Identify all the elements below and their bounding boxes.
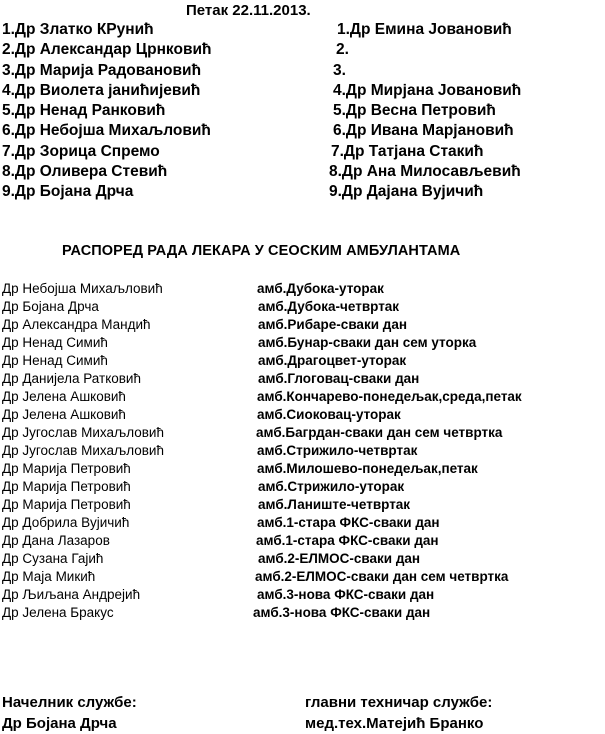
schedule-doctor: Др Југослав Михаљловић <box>2 443 164 458</box>
doctor-right-4: 4.Др Мирјана Јовановић <box>333 82 522 99</box>
doctor-left-6: 6.Др Небојша Михаљловић <box>2 122 211 139</box>
schedule-doctor: Др Маја Микић <box>2 569 96 584</box>
schedule-doctor: Др Дана Лазаров <box>2 533 110 548</box>
schedule-ambulance: амб.Кончарево-понедељак,среда,петак <box>257 389 522 404</box>
schedule-doctor: Др Александра Мандић <box>2 317 151 332</box>
schedule-doctor: Др Јелена Ашковић <box>2 389 126 404</box>
schedule-doctor: Др Добрила Вујичић <box>2 515 130 530</box>
schedule-ambulance: амб.Ланиште-четвртак <box>258 497 411 512</box>
schedule-doctor: Др Југослав Михаљловић <box>2 425 164 440</box>
schedule-doctor: Др Бојана Дрча <box>2 299 99 314</box>
schedule-ambulance: амб.3-нова ФКС-сваки дан <box>253 605 431 620</box>
schedule-ambulance: амб.3-нова ФКС-сваки дан <box>257 587 435 602</box>
schedule-ambulance: амб.Рибаре-сваки дан <box>258 317 407 332</box>
schedule-doctor: Др Ненад Симић <box>2 335 108 350</box>
schedule-ambulance: амб.1-стара ФКС-сваки дан <box>257 515 440 530</box>
schedule-ambulance: амб.2-ЕЛМОС-сваки дан <box>258 551 421 566</box>
schedule-ambulance: амб.Багрдан-сваки дан сем четвртка <box>256 425 503 440</box>
doctor-right-9: 9.Др Дајана Вујичић <box>329 183 484 200</box>
schedule-doctor: Др Јелена Бракус <box>2 605 114 620</box>
schedule-ambulance: амб.1-стара ФКС-сваки дан <box>256 533 439 548</box>
schedule-ambulance: амб.2-ЕЛМОС-сваки дан сем четвртка <box>255 569 509 584</box>
footer-left-role: Начелник службе: <box>2 694 137 711</box>
schedule-ambulance: амб.Глоговац-сваки дан <box>258 371 420 386</box>
doctor-right-6: 6.Др Ивана Марјановић <box>333 122 514 139</box>
doctor-left-3: 3.Др Марија Радовановић <box>2 62 202 79</box>
footer-right-role: главни техничар службе: <box>305 694 493 711</box>
schedule-ambulance: амб.Стрижило-четвртак <box>257 443 418 458</box>
doctor-left-8: 8.Др Оливера Стевић <box>2 163 168 180</box>
doctor-right-8: 8.Др Ана Милосављевић <box>329 163 521 180</box>
schedule-ambulance: амб.Сиоковац-уторак <box>257 407 401 422</box>
doctor-left-1: 1.Др Златко КРунић <box>2 21 154 38</box>
schedule-doctor: Др Ненад Симић <box>2 353 108 368</box>
doctor-left-5: 5.Др Ненад Ранковић <box>2 102 166 119</box>
schedule-ambulance: амб.Милошево-понедељак,петак <box>257 461 478 476</box>
doctor-right-1: 1.Др Емина Јовановић <box>337 21 512 38</box>
doctor-left-2: 2.Др Александар Црнковић <box>2 41 212 58</box>
schedule-ambulance: амб.Дубока-четвртак <box>258 299 400 314</box>
schedule-title: РАСПОРЕД РАДА ЛЕКАРА У СЕОСКИМ АМБУЛАНТАМА <box>62 243 461 259</box>
date-header: Петак 22.11.2013. <box>186 2 311 19</box>
schedule-doctor: Др Данијела Ратковић <box>2 371 141 386</box>
schedule-doctor: Др Сузана Гајић <box>2 551 104 566</box>
doctor-right-7: 7.Др Татјана Стакић <box>331 143 484 160</box>
doctor-left-7: 7.Др Зорица Спремо <box>2 143 160 160</box>
schedule-doctor: Др Небојша Михаљловић <box>2 281 163 296</box>
doctor-right-2: 2. <box>336 41 349 58</box>
schedule-ambulance: амб.Стрижило-уторак <box>258 479 405 494</box>
footer-left-name: Др Бојана Дрча <box>2 715 117 732</box>
schedule-doctor: Др Марија Петровић <box>2 479 131 494</box>
doctor-left-9: 9.Др Бојана Дрча <box>2 183 134 200</box>
schedule-ambulance: амб.Бунар-сваки дан сем уторка <box>258 335 477 350</box>
doctor-left-4: 4.Др Виолета јанићијевић <box>2 82 201 99</box>
schedule-doctor: Др Љиљана Андрејић <box>2 587 141 602</box>
schedule-doctor: Др Марија Петровић <box>2 497 131 512</box>
schedule-doctor: Др Јелена Ашковић <box>2 407 126 422</box>
footer-right-name: мед.тех.Матејић Бранко <box>305 715 484 732</box>
doctor-right-5: 5.Др Весна Петровић <box>333 102 496 119</box>
schedule-ambulance: амб.Драгоцвет-уторак <box>258 353 407 368</box>
schedule-ambulance: амб.Дубока-уторак <box>257 281 384 296</box>
doctor-right-3: 3. <box>333 62 346 79</box>
schedule-doctor: Др Марија Петровић <box>2 461 131 476</box>
